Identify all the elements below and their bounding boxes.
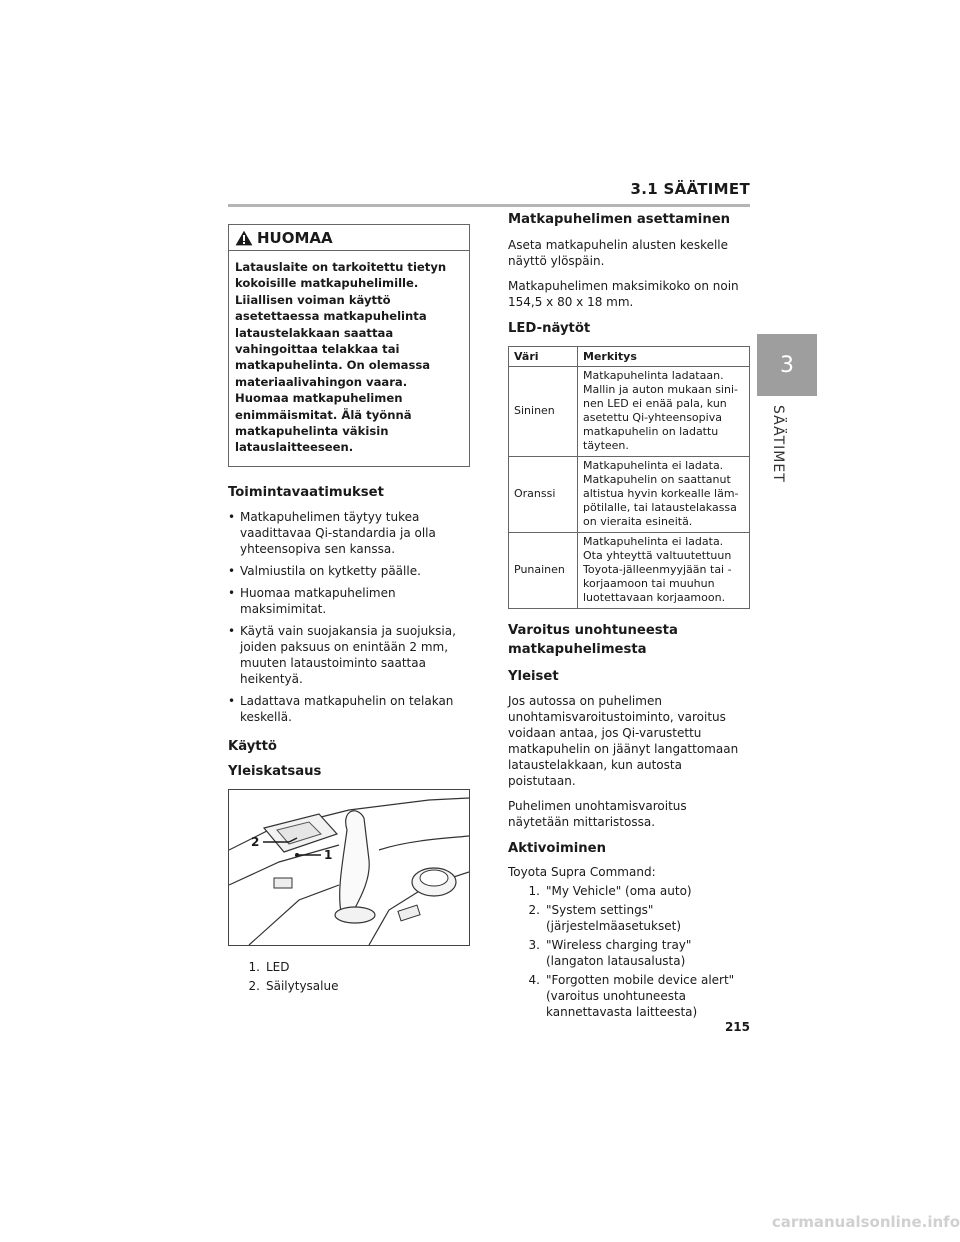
list-item: 1. LED xyxy=(248,959,290,974)
table-header-meaning: Merkitys xyxy=(578,347,750,367)
requirements-heading: Toimintavaatimukset xyxy=(228,484,384,500)
led-meaning: Matkapuhelinta ei ladata. Matkapuhelin on saattanut altistua hyvin korkealle läm-pötilalle, tai lataustelakassa on vieraita esineitä. xyxy=(578,457,750,533)
led-color: Oranssi xyxy=(509,457,578,533)
header-rule xyxy=(228,204,750,207)
overview-heading: Yleiskatsaus xyxy=(228,763,322,779)
warning-header xyxy=(229,225,469,251)
right-column xyxy=(508,210,750,1023)
activation-steps xyxy=(508,883,750,1020)
list-item: • Valmiustila on kytketty päälle. xyxy=(228,563,470,579)
list-item: 1. "My Vehicle" (oma auto) xyxy=(528,884,692,898)
callout-1: 1 xyxy=(324,847,333,862)
table-row xyxy=(509,367,750,457)
general-heading: Yleiset xyxy=(508,669,559,684)
led-meaning: Matkapuhelinta ei ladata. Ota yhteyttä valtuutettuun Toyota-jälleenmyyjään tai -korjaamoon tai muuhun luotettavaan korjaamoon. xyxy=(578,533,750,609)
warning-body: Latauslaite on tarkoitettu tietyn kokoisille matkapuhelimille. Liiallisen voiman käyttö asetettaessa matkapuhelinta lataustelakkaan saattaa vahingoittaa telakkaa tai matkapuhelinta. On olemassa materiaalivahingon vaara. Huomaa matkapuhelimen enimmäismitat. Älä työnnä matkapuhelinta väkisin latauslaitteeseen. xyxy=(235,260,447,455)
table-header-row xyxy=(509,347,750,367)
warning-box xyxy=(228,224,470,467)
charging-tray-figure xyxy=(228,789,470,946)
operation-heading: Käyttö xyxy=(228,738,277,754)
table-row xyxy=(509,533,750,609)
figure-legend xyxy=(228,959,470,994)
activation-heading: Aktivoiminen xyxy=(508,841,606,856)
chapter-label: SÄÄTIMET xyxy=(770,405,786,483)
list-item: • Huomaa matkapuhelimen maksimimitat. xyxy=(228,585,470,617)
watermark-text: carmanualsonline.info xyxy=(771,1213,960,1231)
led-meaning: Matkapuhelinta ladataan. Mallin ja auton mukaan sini-nen LED ei enää pala, kun asetettu Qi-yhteensopiva matkapuhelin on ladattu täyteen. xyxy=(578,367,750,457)
left-column xyxy=(228,224,470,997)
warning-heading: HUOMAA xyxy=(257,229,333,247)
reminder-heading: Varoitus unohtuneesta matkapuhelimesta xyxy=(508,623,678,657)
list-item: • Ladattava matkapuhelin on telakan keskellä. xyxy=(228,693,470,725)
list-item: 2. Säilytysalue xyxy=(248,978,339,993)
console-illustration xyxy=(229,790,469,945)
table-row xyxy=(509,457,750,533)
section-title: 3.1 SÄÄTIMET xyxy=(630,180,750,198)
table-header-color: Väri xyxy=(509,347,578,367)
reminder-paragraph: Jos autossa on puhelimen unohtamisvaroitustoiminto, varoitus voidaan antaa, jos Qi-varustettu matkapuhelin on jäänyt langattomaan lataustelakkaan, kun autosta poistutaan. xyxy=(508,694,739,788)
reminder-paragraph: Puhelimen unohtamisvaroitus näytetään mittaristossa. xyxy=(508,799,687,829)
warning-triangle-icon xyxy=(235,230,253,246)
led-color: Sininen xyxy=(509,367,578,457)
list-item: 3. "Wireless charging tray" (langaton latausalusta) xyxy=(528,938,692,968)
placing-paragraph: Matkapuhelimen maksimikoko on noin 154,5 x 80 x 18 mm. xyxy=(508,279,739,309)
list-item: • Käytä vain suojakansia ja suojuksia, joiden paksuus on enintään 2 mm, muuten lataustoiminto saattaa heikentyä. xyxy=(228,623,470,687)
chapter-tab[interactable] xyxy=(757,334,817,396)
page-number: 215 xyxy=(724,1020,750,1034)
requirements-list xyxy=(228,509,470,725)
list-item: • Matkapuhelimen täytyy tukea vaadittavaa Qi-standardia ja olla yhteensopiva sen kanssa. xyxy=(228,509,470,557)
led-color: Punainen xyxy=(509,533,578,609)
placing-heading: Matkapuhelimen asettaminen xyxy=(508,212,731,227)
placing-paragraph: Aseta matkapuhelin alusten keskelle näyttö ylöspäin. xyxy=(508,238,729,268)
chapter-label-wrap xyxy=(756,405,786,495)
led-table xyxy=(508,346,750,609)
activation-intro: Toyota Supra Command: xyxy=(508,865,656,879)
led-heading: LED-näytöt xyxy=(508,321,591,336)
list-item: 4. "Forgotten mobile device alert" (varoitus unohtuneesta kannettavasta laitteesta) xyxy=(528,973,735,1019)
chapter-number: 3 xyxy=(780,352,794,378)
callout-2: 2 xyxy=(251,834,260,849)
list-item: 2. "System settings" (järjestelmäasetukset) xyxy=(528,903,682,933)
